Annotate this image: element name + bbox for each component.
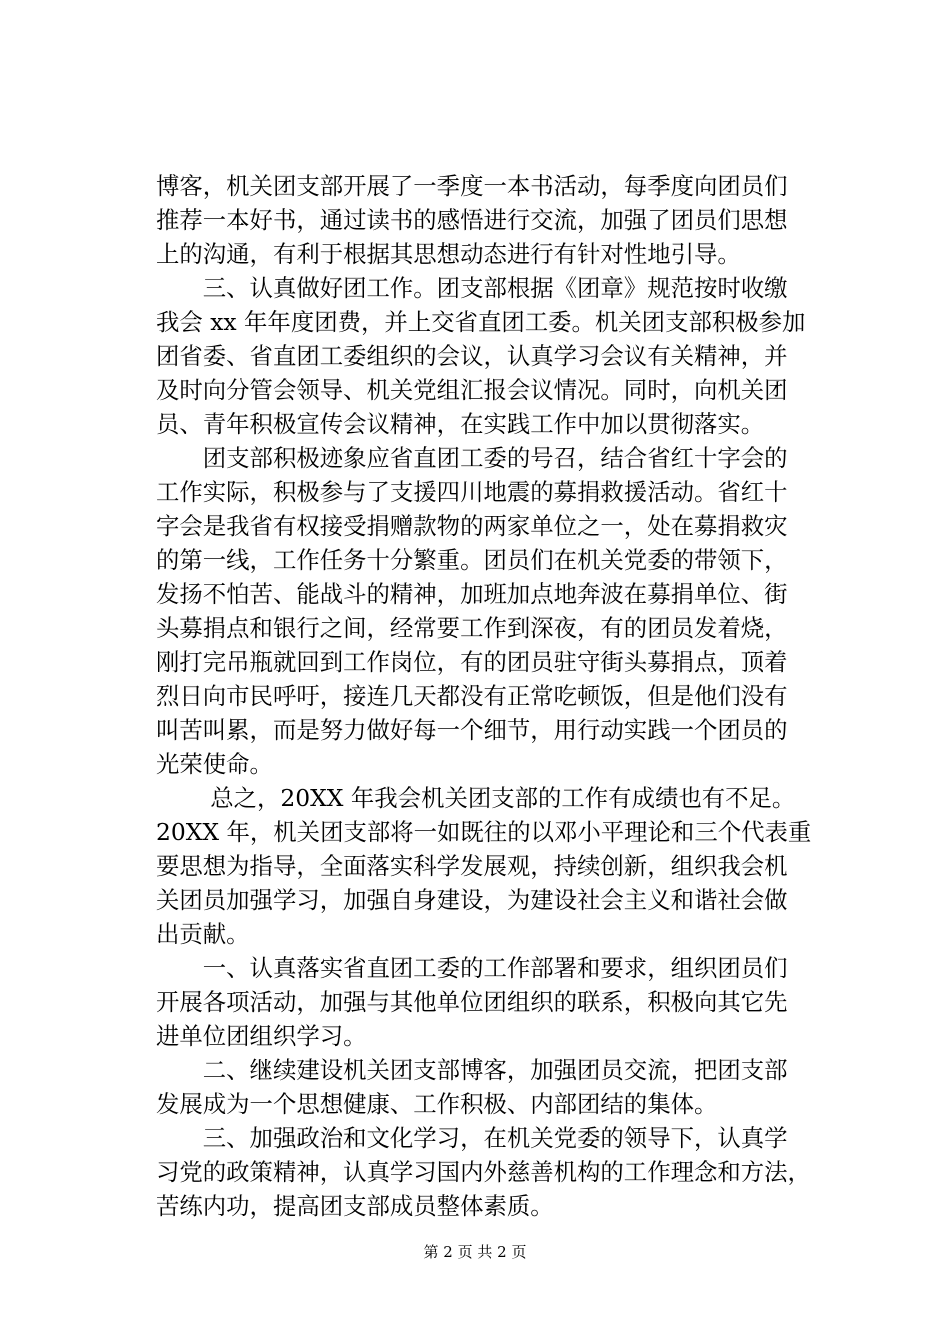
text-line: 上的沟通，有利于根据其思想动态进行有针对性地引导。 (156, 240, 741, 268)
text-line: 头募捐点和银行之间，经常要工作到深夜，有的团员发着烧， (156, 614, 788, 642)
text-line: 三、认真做好团工作。团支部根据《团章》规范按时收缴 (156, 274, 788, 302)
text-line: 一、认真落实省直团工委的工作部署和要求，组织团员们 (156, 954, 788, 982)
text-line: 及时向分管会领导、机关党组汇报会议情况。同时，向机关团 (156, 376, 788, 404)
text-line: 开展各项活动，加强与其他单位团组织的联系，积极向其它先 (156, 988, 788, 1016)
text-line: 苦练内功，提高团支部成员整体素质。 (156, 1192, 554, 1220)
text-line: 发扬不怕苦、能战斗的精神，加班加点地奔波在募捐单位、街 (156, 580, 788, 608)
text-line: 团支部积极迹象应省直团工委的号召，结合省红十字会的 (156, 444, 788, 472)
text-line: 推荐一本好书，通过读书的感悟进行交流，加强了团员们思想 (156, 206, 788, 234)
text-line: 刚打完吊瓶就回到工作岗位，有的团员驻守街头募捐点，顶着 (156, 648, 788, 676)
text-line: 二、继续建设机关团支部博客，加强团员交流，把团支部 (156, 1056, 788, 1084)
text-line: 字会是我省有权接受捐赠款物的两家单位之一，处在募捐救灾 (156, 512, 788, 540)
text-line: 要思想为指导，全面落实科学发展观，持续创新，组织我会机 (156, 852, 788, 880)
text-line: 博客，机关团支部开展了一季度一本书活动，每季度向团员们 (156, 172, 788, 200)
text-line: 烈日向市民呼吁，接连几天都没有正常吃顿饭，但是他们没有 (156, 682, 788, 710)
text-line: 发展成为一个思想健康、工作积极、内部团结的集体。 (156, 1090, 718, 1118)
text-line: 工作实际，积极参与了支援四川地震的募捐救援活动。省红十 (156, 478, 788, 506)
text-line: 出贡献。 (156, 920, 250, 948)
text-line: 光荣使命。 (156, 750, 273, 778)
text-line: 三、加强政治和文化学习，在机关党委的领导下，认真学 (156, 1124, 788, 1152)
text-line: 总之，20XX 年我会机关团支部的工作有成绩也有不足。 (156, 784, 796, 812)
page-footer: 第 2 页 共 2 页 (423, 1243, 527, 1261)
text-line: 关团员加强学习，加强自身建设，为建设社会主义和谐社会做 (156, 886, 788, 914)
text-line: 员、青年积极宣传会议精神，在实践工作中加以贯彻落实。 (156, 410, 765, 438)
text-line: 习党的政策精神，认真学习国内外慈善机构的工作理念和方法， (156, 1158, 811, 1186)
text-line: 团省委、省直团工委组织的会议，认真学习会议有关精神，并 (156, 342, 788, 370)
text-line: 的第一线，工作任务十分繁重。团员们在机关党委的带领下， (156, 546, 788, 574)
text-line: 20XX 年，机关团支部将一如既往的以邓小平理论和三个代表重 (156, 818, 812, 846)
document-body (156, 169, 836, 1223)
text-line: 叫苦叫累，而是努力做好每一个细节，用行动实践一个团员的 (156, 716, 788, 744)
text-line: 我会 xx 年年度团费，并上交省直团工委。机关团支部积极参加 (156, 308, 806, 336)
text-line: 进单位团组织学习。 (156, 1022, 367, 1050)
